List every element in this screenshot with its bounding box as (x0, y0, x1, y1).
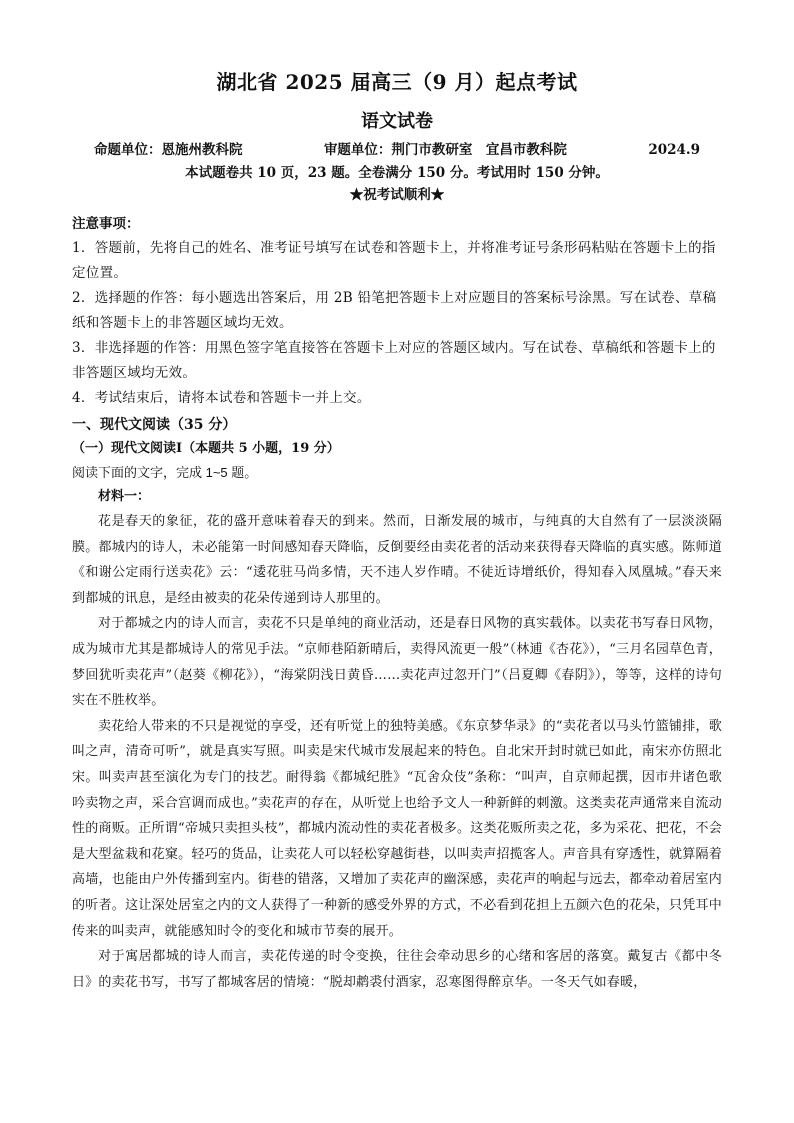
note-item: 2．选择题的作答：每小题选出答案后，用 2B 铅笔把答题卡上对应题目的答案标号涂黑。写在试卷、草稿纸和答题卡上的非答题区域均无效。 (72, 290, 717, 331)
exam-info: 本试题卷共 10 页，23 题。全卷满分 150 分。考试用时 150 分钟。 (185, 165, 609, 181)
body-paragraph: 花是春天的象征，花的盛开意味着春天的到来。然而，日渐发展的城市，与纯真的大自然有了一层淡淡隔膜。都城内的诗人，未必能第一时间感知春天降临，反倒要经由卖花者的活动来获得春天降临的真实感。陈师道《和谢公定雨行送卖花》云：“逶花驻马尚多情，天不违人岁作晴。不徒近诗增纸价，得知春入凤凰城。”春天来到都城的讯息，是经由被卖的花朵传递到诗人那里的。 (72, 514, 722, 606)
body-paragraph: 对于都城之内的诗人而言，卖花不只是单纯的商业活动，还是春日风物的真实载体。以卖花书写春日风物，成为城市尤其是都城诗人的常见手法。“京师巷陌新晴后，卖得风流更一般”（林逋《杏花》），“三月名园草色青，梦回犹听卖花声”（赵葵《柳花》），“海棠阴浅日黄昏……卖花声过忽开门”（吕夏卿《春阴》），等等，这样的诗句实在不胜枚举。 (72, 616, 722, 709)
notes-heading: 注意事项： (72, 216, 140, 232)
exam-subtitle: 语文试卷 (361, 111, 433, 132)
reviewer-unit-2: 宜昌市教科院 (485, 142, 567, 158)
exam-title: 湖北省 2025 届高三（9 月）起点考试 (216, 70, 578, 94)
subsection-heading: （一）现代文阅读Ⅰ（本题共 5 小题，19 分） (72, 441, 340, 456)
section-heading: 一、现代文阅读（35 分） (72, 417, 237, 433)
reading-instruction: 阅读下面的文字，完成 1~5 题。 (72, 465, 258, 480)
setter-info-line (72, 138, 722, 162)
reviewer-unit (324, 138, 567, 162)
material-label: 材料一： (98, 489, 151, 504)
note-item: 1．答题前，先将自己的姓名、准考证号填写在试卷和答题卡上，并将准考证号条形码粘贴在答题卡上的指定位置。 (72, 240, 716, 281)
body-paragraph: 卖花给人带来的不只是视觉的享受，还有听觉上的独特美感。《东京梦华录》的“卖花者以马头竹篮铺排，歌叫之声，清奇可听”，就是真实写照。叫卖是宋代城市发展起来的特色。自北宋开封时就已如此，南宋亦仿照北宋。叫卖声甚至演化为专门的技艺。耐得翁《都城纪胜》“瓦舍众伎”条称：“叫声，自京师起撰，因市井诸色歌吟卖物之声，采合宫调而成也。”卖花声的存在，从听觉上也给予文人一种新鲜的刺激。这类卖花声通常来自流动性的商贩。正所谓“帝城只卖担头枝”，都城内流动性的卖花者极多。这类花贩所卖之花，多为采花、把花，不会是大型盆栽和花窠。轻巧的货品，让卖花人可以轻松穿越街巷，以叫卖声招揽客人。声音具有穿透性，就算隔着高墙，也能由户外传播到室内。街巷的错落，又增加了卖花声的幽深感，卖花声的响起与远去，都牵动着居室内的听者。这让深处居室之内的文人获得了一种新的感受外界的方式，不必看到花担上五颜六色的花朵，只凭耳中传来的叫卖声，就能感知时令的变化和城市节奏的展开。 (72, 718, 722, 939)
note-item: 4．考试结束后，请将本试卷和答题卡一并上交。 (72, 390, 371, 406)
blessing-text: ★祝考试顺利★ (349, 187, 445, 203)
exam-page (72, 66, 722, 995)
setter-unit: 命题单位：恩施州教科院 (94, 142, 243, 158)
exam-date: 2024.9 (648, 142, 700, 158)
note-item: 3．非选择题的作答：用黑色签字笔直接答在答题卡上对应的答题区域内。写在试卷、草稿纸和答题卡上的非答题区域均无效。 (72, 340, 716, 381)
body-paragraph: 对于寓居都城的诗人而言，卖花传递的时令变换，往往会牵动思乡的心绪和客居的落寞。戴复古《都中冬日》的卖花书写，书写了都城客居的情境：“脱却鹔裘付酒家，忍寒图得醉京华。一冬天气如春暖， (72, 949, 722, 990)
reviewer-unit-1: 审题单位：荆门市教研室 (323, 142, 473, 158)
